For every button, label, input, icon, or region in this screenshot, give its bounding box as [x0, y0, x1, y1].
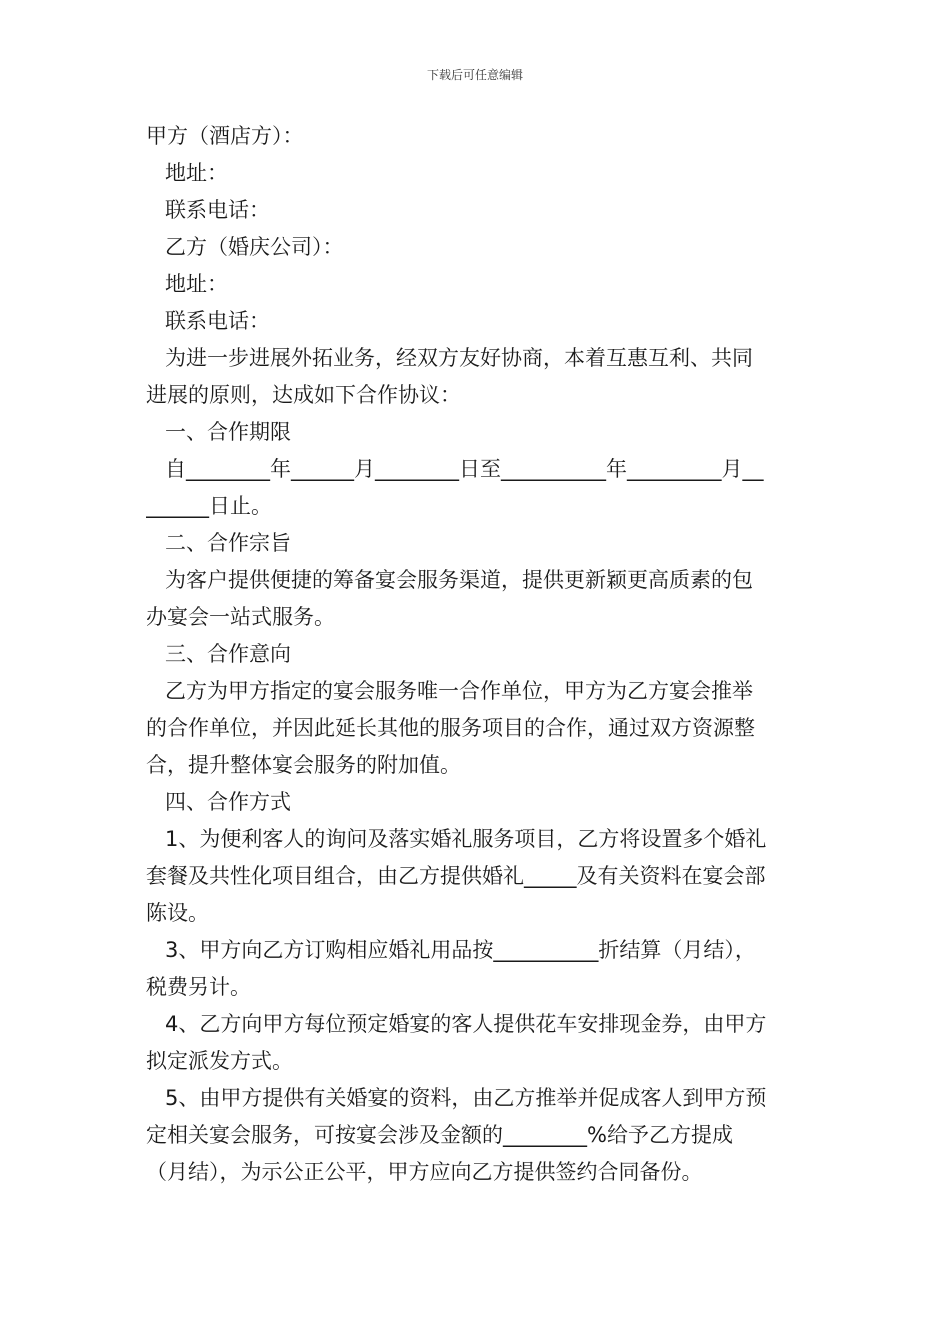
clause-line: 5、由甲方提供有关婚宴的资料，由乙方推举并促成客人到甲方预 — [165, 1086, 767, 1110]
intent-line: 乙方为甲方指定的宴会服务唯一合作单位，甲方为乙方宴会推举 — [165, 679, 753, 703]
clause-line: 套餐及共性化项目组合，由乙方提供婚礼_____及有关资料在宴会部 — [146, 864, 766, 888]
party-b-phone: 联系电话： — [165, 309, 270, 333]
intro-paragraph — [146, 340, 810, 414]
clause-1 — [146, 821, 810, 932]
clause-line: 1、为便利客人的询问及落实婚礼服务项目，乙方将设置多个婚礼 — [165, 827, 767, 851]
intro-line: 为进一步进展外拓业务，经双方友好协商，本着互惠互利、共同 — [165, 346, 753, 370]
party-a-address: 地址： — [165, 161, 228, 185]
clause-4 — [146, 1006, 810, 1080]
contract-document — [146, 118, 810, 1191]
intent-line: 合，提升整体宴会服务的附加值。 — [146, 753, 461, 777]
section-1-body — [146, 451, 810, 525]
clause-line: 3、甲方向乙方订购相应婚礼用品按__________折结算（月结）， — [165, 938, 756, 962]
section-3-body — [146, 673, 810, 784]
clause-line: 拟定派发方式。 — [146, 1049, 293, 1073]
purpose-line: 为客户提供便捷的筹备宴会服务渠道，提供更新颖更高质素的包 — [165, 568, 753, 592]
clause-line: 定相关宴会服务，可按宴会涉及金额的________%给予乙方提成 — [146, 1123, 733, 1147]
term-line: ______日止。 — [146, 494, 272, 518]
clause-line: 税费另计。 — [146, 975, 251, 999]
clause-5 — [146, 1080, 810, 1191]
section-4-title: 四、合作方式 — [165, 790, 291, 814]
party-b-heading: 乙方（婚庆公司）： — [165, 235, 344, 259]
clause-3 — [146, 932, 810, 1006]
party-b-address: 地址： — [165, 272, 228, 296]
clause-line: 4、乙方向甲方每位预定婚宴的客人提供花车安排现金券，由甲方 — [165, 1012, 767, 1036]
clause-line: 陈设。 — [146, 901, 209, 925]
purpose-line: 办宴会一站式服务。 — [146, 605, 335, 629]
section-1-title: 一、合作期限 — [165, 420, 291, 444]
party-a-phone: 联系电话： — [165, 198, 270, 222]
party-a-heading: 甲方（酒店方）： — [146, 124, 304, 148]
section-2-title: 二、合作宗旨 — [165, 531, 291, 555]
term-line: 自________年______月________日至__________年_________月__ — [165, 457, 764, 481]
section-2-body — [146, 562, 810, 636]
clause-line: （月结），为示公正公平，甲方应向乙方提供签约合同备份。 — [146, 1160, 703, 1184]
intro-line: 进展的原则，达成如下合作协议： — [146, 383, 461, 407]
section-3-title: 三、合作意向 — [165, 642, 291, 666]
intent-line: 的合作单位，并因此延长其他的服务项目的合作，通过双方资源整 — [146, 716, 755, 740]
page-header-note: 下载后可任意编辑 — [426, 68, 523, 82]
